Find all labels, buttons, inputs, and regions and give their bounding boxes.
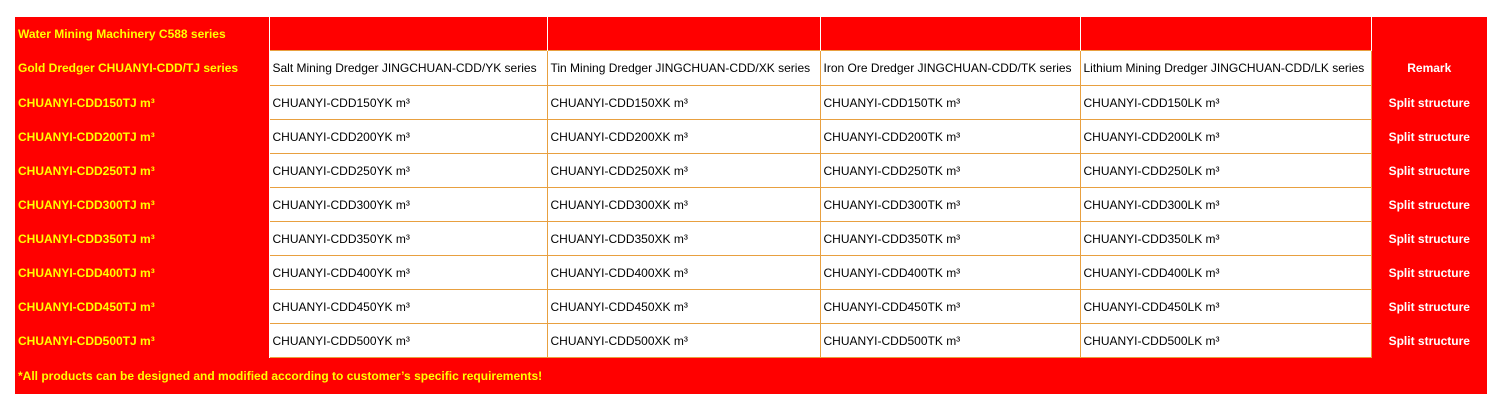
iron-model-cell: CHUANYI-CDD150TK m³ [820,86,1080,120]
remark-cell: Split structure [1371,324,1487,358]
tin-model-cell: CHUANYI-CDD350XK m³ [547,222,820,256]
title-blank-cell [547,17,820,51]
iron-model-cell: CHUANYI-CDD250TK m³ [820,154,1080,188]
gold-model-cell: CHUANYI-CDD200TJ m³ [15,120,269,154]
lithium-model-cell: CHUANYI-CDD300LK m³ [1080,188,1371,222]
iron-model-cell: CHUANYI-CDD200TK m³ [820,120,1080,154]
lithium-model-cell: CHUANYI-CDD150LK m³ [1080,86,1371,120]
title-blank-cell [269,17,547,51]
salt-model-cell: CHUANYI-CDD450YK m³ [269,290,547,324]
table-row [15,86,1487,120]
salt-model-cell: CHUANYI-CDD350YK m³ [269,222,547,256]
table-row [15,290,1487,324]
column-header-lithium: Lithium Mining Dredger JINGCHUAN-CDD/LK series [1080,51,1371,86]
table-row [15,188,1487,222]
title-blank-cell [1080,17,1371,51]
gold-model-cell: CHUANYI-CDD350TJ m³ [15,222,269,256]
table-row [15,324,1487,358]
table-row [15,256,1487,290]
lithium-model-cell: CHUANYI-CDD500LK m³ [1080,324,1371,358]
tin-model-cell: CHUANYI-CDD300XK m³ [547,188,820,222]
iron-model-cell: CHUANYI-CDD500TK m³ [820,324,1080,358]
header-row [15,51,1487,86]
lithium-model-cell: CHUANYI-CDD200LK m³ [1080,120,1371,154]
product-table [15,17,1487,394]
gold-model-cell: CHUANYI-CDD150TJ m³ [15,86,269,120]
tin-model-cell: CHUANYI-CDD400XK m³ [547,256,820,290]
iron-model-cell: CHUANYI-CDD300TK m³ [820,188,1080,222]
title-row [15,17,1487,51]
gold-model-cell: CHUANYI-CDD250TJ m³ [15,154,269,188]
salt-model-cell: CHUANYI-CDD200YK m³ [269,120,547,154]
table-title: Water Mining Machinery C588 series [15,17,269,51]
table-row [15,222,1487,256]
salt-model-cell: CHUANYI-CDD250YK m³ [269,154,547,188]
lithium-model-cell: CHUANYI-CDD450LK m³ [1080,290,1371,324]
table-row [15,154,1487,188]
gold-model-cell: CHUANYI-CDD300TJ m³ [15,188,269,222]
table-row [15,120,1487,154]
title-blank-cell [820,17,1080,51]
salt-model-cell: CHUANYI-CDD400YK m³ [269,256,547,290]
column-header-iron: Iron Ore Dredger JINGCHUAN-CDD/TK series [820,51,1080,86]
tin-model-cell: CHUANYI-CDD250XK m³ [547,154,820,188]
column-header-remark: Remark [1371,51,1487,86]
column-header-salt: Salt Mining Dredger JINGCHUAN-CDD/YK series [269,51,547,86]
iron-model-cell: CHUANYI-CDD350TK m³ [820,222,1080,256]
gold-model-cell: CHUANYI-CDD400TJ m³ [15,256,269,290]
tin-model-cell: CHUANYI-CDD450XK m³ [547,290,820,324]
remark-cell: Split structure [1371,86,1487,120]
salt-model-cell: CHUANYI-CDD300YK m³ [269,188,547,222]
remark-cell: Split structure [1371,256,1487,290]
footer-note: *All products can be designed and modified according to customer’s specific requirements! [15,358,1487,395]
title-blank-cell [1371,17,1487,51]
lithium-model-cell: CHUANYI-CDD400LK m³ [1080,256,1371,290]
remark-cell: Split structure [1371,222,1487,256]
iron-model-cell: CHUANYI-CDD400TK m³ [820,256,1080,290]
tin-model-cell: CHUANYI-CDD500XK m³ [547,324,820,358]
remark-cell: Split structure [1371,188,1487,222]
remark-cell: Split structure [1371,154,1487,188]
iron-model-cell: CHUANYI-CDD450TK m³ [820,290,1080,324]
tin-model-cell: CHUANYI-CDD200XK m³ [547,120,820,154]
column-header-gold: Gold Dredger CHUANYI-CDD/TJ series [15,51,269,86]
salt-model-cell: CHUANYI-CDD150YK m³ [269,86,547,120]
tin-model-cell: CHUANYI-CDD150XK m³ [547,86,820,120]
salt-model-cell: CHUANYI-CDD500YK m³ [269,324,547,358]
gold-model-cell: CHUANYI-CDD500TJ m³ [15,324,269,358]
lithium-model-cell: CHUANYI-CDD250LK m³ [1080,154,1371,188]
column-header-tin: Tin Mining Dredger JINGCHUAN-CDD/XK series [547,51,820,86]
lithium-model-cell: CHUANYI-CDD350LK m³ [1080,222,1371,256]
remark-cell: Split structure [1371,120,1487,154]
footer-row [15,358,1487,395]
gold-model-cell: CHUANYI-CDD450TJ m³ [15,290,269,324]
remark-cell: Split structure [1371,290,1487,324]
